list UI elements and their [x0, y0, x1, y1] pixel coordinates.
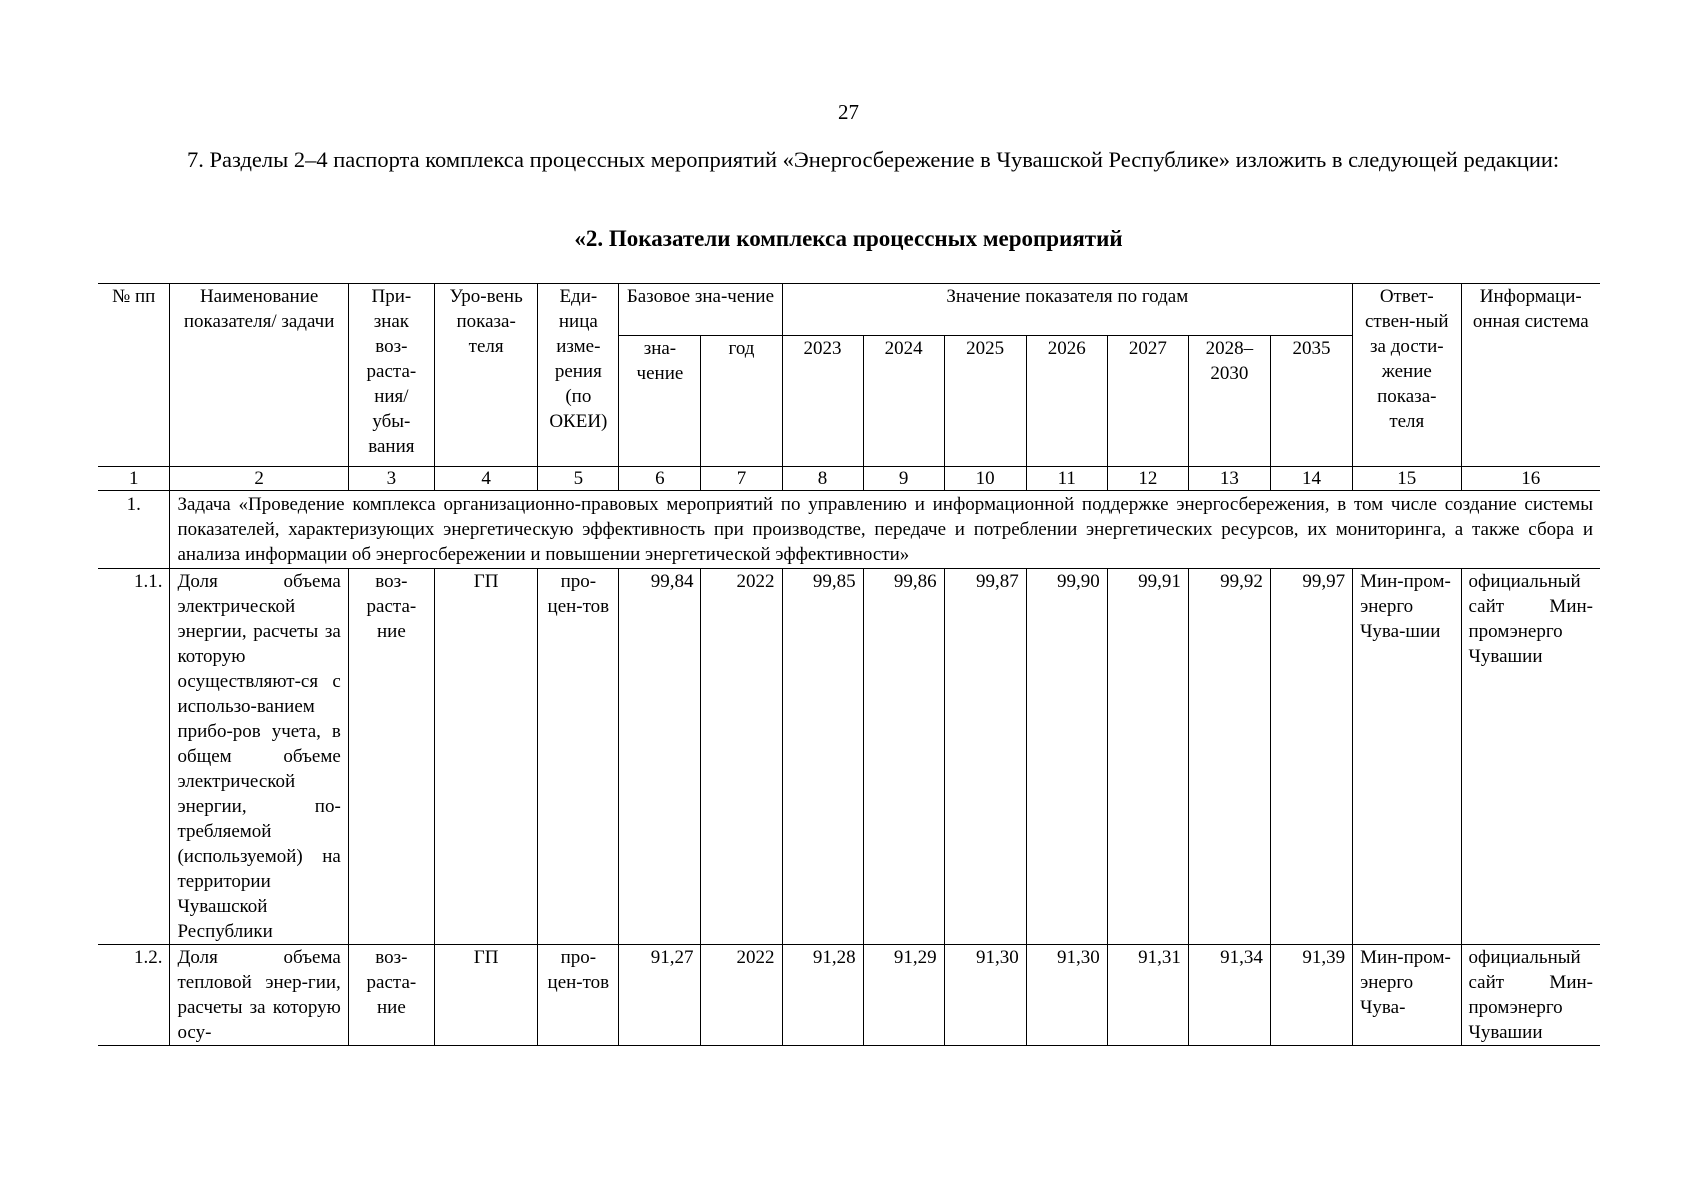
indicator-value: 91,30 [1026, 945, 1107, 1046]
indicator-level: ГП [434, 945, 537, 1046]
header-responsible: Ответ-ствен-ный за дости-жение показа-теля [1353, 284, 1461, 467]
header-year: 2023 [782, 336, 863, 467]
indicator-row [98, 569, 1600, 945]
column-number: 8 [782, 467, 863, 491]
header-sign: При-знак воз-раста-ния/ убы-вания [348, 284, 434, 467]
column-number: 15 [1353, 467, 1461, 491]
column-number: 16 [1461, 467, 1600, 491]
header-name: Наименование показателя/ задачи [170, 284, 348, 467]
column-number-row [98, 467, 1600, 491]
column-number: 11 [1026, 467, 1107, 491]
task-row [98, 491, 1600, 569]
column-number: 2 [170, 467, 348, 491]
header-num: № пп [98, 284, 170, 467]
header-base-year: год [701, 336, 782, 467]
indicator-base-value: 91,27 [619, 945, 701, 1046]
indicator-base-year: 2022 [701, 569, 782, 945]
indicator-responsible: Мин-пром-энерго Чува- [1353, 945, 1461, 1046]
column-number: 4 [434, 467, 537, 491]
indicator-value: 91,31 [1107, 945, 1188, 1046]
header-year: 2028–2030 [1188, 336, 1270, 467]
header-base-value: зна-чение [619, 336, 701, 467]
column-number: 9 [863, 467, 944, 491]
indicator-value: 91,34 [1188, 945, 1270, 1046]
indicator-value: 91,30 [944, 945, 1026, 1046]
indicator-value: 99,97 [1270, 569, 1352, 945]
task-num: 1. [98, 491, 170, 569]
column-number: 14 [1270, 467, 1352, 491]
column-number: 7 [701, 467, 782, 491]
header-base-group: Базовое зна-чение [619, 284, 782, 336]
indicator-value: 91,28 [782, 945, 863, 1046]
header-info-system: Информаци-онная система [1461, 284, 1600, 467]
indicator-base-value: 99,84 [619, 569, 701, 945]
indicator-name: Доля объема электрической энергии, расчеты за которую осуществляют-ся с использо-ванием прибо-ров учета, в общем объеме электрической энергии, по-требляемой (используемой) на территории Чувашской Республики [170, 569, 348, 945]
header-unit: Еди-ница изме-рения (по ОКЕИ) [538, 284, 619, 467]
indicator-unit: про-цен-тов [538, 945, 619, 1046]
indicator-value: 91,29 [863, 945, 944, 1046]
indicator-value: 99,92 [1188, 569, 1270, 945]
header-year: 2026 [1026, 336, 1107, 467]
header-year: 2035 [1270, 336, 1352, 467]
indicator-num: 1.1. [98, 569, 170, 945]
indicator-value: 99,90 [1026, 569, 1107, 945]
indicator-info-system: официальный сайт Мин-промэнерго Чувашии [1461, 945, 1600, 1046]
indicator-value: 99,91 [1107, 569, 1188, 945]
column-number: 5 [538, 467, 619, 491]
column-number: 10 [944, 467, 1026, 491]
indicator-responsible: Мин-пром-энерго Чува-шии [1353, 569, 1461, 945]
page-number: 27 [838, 100, 859, 124]
indicator-name: Доля объема тепловой энер-гии, расчеты за которую осу- [170, 945, 348, 1046]
column-number: 3 [348, 467, 434, 491]
indicator-value: 99,85 [782, 569, 863, 945]
column-number: 1 [98, 467, 170, 491]
header-year: 2025 [944, 336, 1026, 467]
task-text: Задача «Проведение комплекса организационно-правовых мероприятий по управлению и информационной поддержке энергосбережения, в том числе создание системы показателей, характеризующих энергетическую эффективность при производстве, передаче и потреблении энергетических ресурсов, их мониторинга, а также сбора и анализа информации об энергосбережении и повышении энергетической эффективности» [170, 491, 1600, 569]
indicator-level: ГП [434, 569, 537, 945]
indicator-base-year: 2022 [701, 945, 782, 1046]
indicator-row [98, 945, 1600, 1046]
header-year: 2027 [1107, 336, 1188, 467]
indicator-value: 99,87 [944, 569, 1026, 945]
indicator-unit: про-цен-тов [538, 569, 619, 945]
indicator-info-system: официальный сайт Мин-промэнерго Чувашии [1461, 569, 1600, 945]
indicators-table [98, 283, 1600, 1046]
header-year: 2024 [863, 336, 944, 467]
intro-paragraph: 7. Разделы 2–4 паспорта комплекса процессных мероприятий «Энергосбережение в Чувашской Республике» изложить в следующей редакции: [187, 147, 1560, 172]
column-number: 12 [1107, 467, 1188, 491]
header-years-group: Значение показателя по годам [782, 284, 1353, 336]
header-row-1 [98, 284, 1600, 336]
column-number: 6 [619, 467, 701, 491]
indicator-sign: воз-раста-ние [348, 569, 434, 945]
column-number: 13 [1188, 467, 1270, 491]
indicator-sign: воз-раста-ние [348, 945, 434, 1046]
indicator-value: 99,86 [863, 569, 944, 945]
section-title: «2. Показатели комплекса процессных мероприятий [574, 226, 1123, 251]
indicator-num: 1.2. [98, 945, 170, 1046]
indicator-value: 91,39 [1270, 945, 1352, 1046]
header-level: Уро-вень показа-теля [434, 284, 537, 467]
